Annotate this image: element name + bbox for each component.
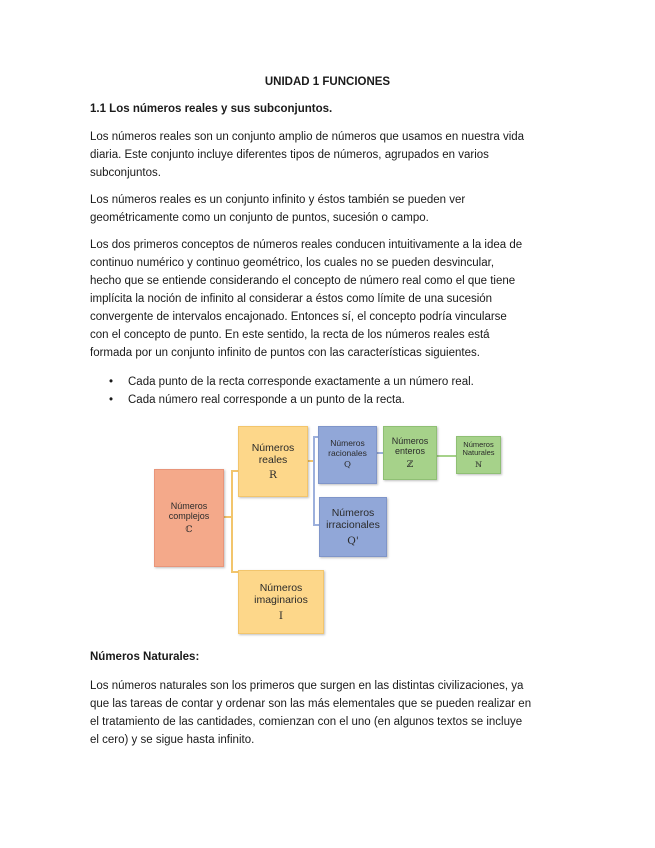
complex-numbers-box <box>154 469 224 567</box>
paragraph-line: Los números reales son un conjunto amplio de números que usamos en nuestra vida <box>90 131 525 143</box>
paragraph-line: Los números reales es un conjunto infinito y éstos también se pueden ver <box>90 194 466 206</box>
paragraph-line: implícita la noción de infinito al considerar a éstos como límite de una sucesión <box>90 293 493 305</box>
box-label: Números irracionales <box>326 507 380 532</box>
list-item <box>90 373 565 391</box>
connector-line <box>224 516 232 518</box>
paragraph-line: Los números naturales son los primeros que surgen en las distintas civilizaciones, ya <box>90 680 524 692</box>
list-item <box>90 391 565 409</box>
box-label: Números Naturales <box>462 439 495 458</box>
irrational-symbol: Q' <box>347 534 359 547</box>
paragraph-1 <box>90 128 565 182</box>
box-label: Números complejos <box>168 500 210 522</box>
integer-numbers-box <box>383 426 437 480</box>
complex-symbol: ℂ <box>185 524 193 535</box>
bullet-icon: • <box>109 376 114 388</box>
paragraph-line: Los dos primeros conceptos de números reales conducen intuitivamente a la idea de <box>90 239 523 251</box>
imaginary-numbers-box <box>238 570 324 634</box>
section-heading: 1.1 Los números reales y sus subconjuntos. <box>90 103 333 115</box>
paragraph-2 <box>90 191 565 227</box>
natural-numbers-box <box>456 436 501 474</box>
connector-line <box>313 436 315 526</box>
list-item-text: Cada número real corresponde a un punto de la recta. <box>128 394 405 406</box>
connector-line <box>231 571 238 573</box>
paragraph-4 <box>90 677 565 749</box>
rational-symbol: Q <box>344 460 351 471</box>
bullet-list <box>90 373 565 409</box>
paragraph-line: hecho que se entiende considerando el concepto de número real como el que tiene <box>90 275 516 287</box>
paragraph-line: convergente de intervalos encajonado. Entonces sí, el concepto podría vincularse <box>90 311 507 323</box>
connector-line <box>231 470 238 472</box>
paragraph-line: subconjuntos. <box>90 167 161 179</box>
paragraph-line: el cero) y se sigue hasta infinito. <box>90 734 255 746</box>
paragraph-line: formada por un conjunto infinito de puntos con las características siguientes. <box>90 347 480 359</box>
box-label: Números imaginarios <box>254 582 308 607</box>
connector-line <box>376 452 383 454</box>
box-label: Números racionales <box>328 437 367 458</box>
imaginary-symbol: I <box>278 609 284 622</box>
real-numbers-box <box>238 426 308 497</box>
natural-symbol: ℕ <box>475 459 482 469</box>
naturales-heading: Números Naturales: <box>90 651 200 663</box>
box-label: Números reales <box>251 441 295 466</box>
connector-line <box>437 455 456 457</box>
integer-symbol: ℤ <box>406 459 414 470</box>
paragraph-line: continuo numérico y continuo geométrico, los cuales no se pueden desvincular, <box>90 257 495 269</box>
paragraph-3 <box>90 236 565 362</box>
list-item-text: Cada punto de la recta corresponde exactamente a un número real. <box>128 376 474 388</box>
bullet-icon: • <box>109 394 114 406</box>
connector-line <box>307 460 315 462</box>
rational-numbers-box <box>318 426 377 484</box>
connector-line <box>231 470 233 572</box>
page-title: UNIDAD 1 FUNCIONES <box>264 76 391 88</box>
paragraph-line: geométricamente como un conjunto de puntos, sucesión o campo. <box>90 212 429 224</box>
paragraph-line: diaria. Este conjunto incluye diferentes tipos de números, agrupados en varios <box>90 149 489 161</box>
paragraph-line: el tratamiento de las cantidades, comienzan con el uno (en algunos textos se incluye <box>90 716 523 728</box>
paragraph-line: con el concepto de punto. En este sentido, la recta de los números reales está <box>90 329 490 341</box>
paragraph-line: que las tareas de contar y ordenar son las más elementales que se pueden realizar en <box>90 698 532 710</box>
real-symbol: R <box>269 469 277 482</box>
irrational-numbers-box <box>319 497 387 557</box>
box-label: Números enteros <box>391 435 429 457</box>
